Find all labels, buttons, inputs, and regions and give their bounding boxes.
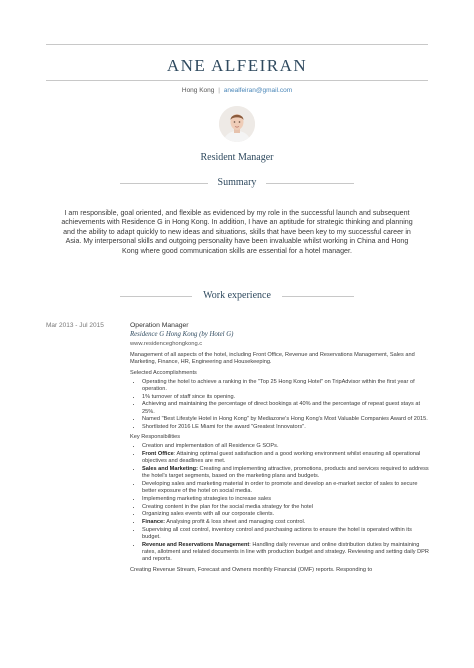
candidate-name: ANE ALFEIRAN — [166, 56, 308, 75]
experience-heading-label: Work experience — [203, 290, 271, 301]
list-item — [142, 466, 430, 480]
experience-rule-right — [282, 296, 354, 297]
summary-heading-label: Summary — [217, 177, 257, 188]
avatar — [219, 106, 255, 142]
list-item — [142, 511, 430, 518]
item-text: Creation and implementation of all Residence G SOPs. — [142, 443, 279, 450]
summary-heading — [0, 177, 474, 189]
list-item — [142, 527, 430, 541]
experience-heading — [0, 290, 474, 302]
list-item: • Named "Best Lifestyle Hotel in Hong Kong" by Mediazone's Hong Kong's Most Valuable Companies Award of 2015. — [142, 416, 430, 423]
list-item — [142, 443, 430, 450]
contact-line — [0, 87, 474, 94]
entry-trailing-text: Creating Revenue Stream, Forecast and Owners monthly Financial (OMF) reports. Responding to — [130, 567, 373, 574]
list-item: • Operating the hotel to achieve a ranking in the "Top 25 Hong Kong Hotel" on TripAdvisor within the first year of operation. — [142, 379, 430, 393]
item-text: Organizing sales events with all our corporate clients. — [142, 511, 275, 518]
entry-intro: Management of all aspects of the hotel, including Front Office, Revenue and Reservations Management, Sales and Marketing, Finance, HR, Engineering and Housekeeping. — [130, 352, 415, 366]
portrait-photo-icon — [219, 106, 255, 142]
location: Hong Kong — [181, 87, 215, 94]
item-text: : Handling daily revenue and online distribution duties by maintaining rates, allotment and related documents in line with production budget and strategy. Reviewing and setting daily DPR and reports. — [142, 541, 429, 562]
entry-url[interactable]: www.residenceghongkong.c — [130, 341, 203, 347]
entry-dates: Mar 2013 - Jul 2015 — [46, 322, 104, 329]
list-item — [142, 519, 430, 526]
accomplishments-title: Selected Accomplishments — [130, 369, 197, 376]
top-rule — [46, 44, 428, 45]
experience-entry — [130, 322, 430, 574]
item-text: Analysing profit & loss sheet and managing cost control. — [165, 518, 306, 525]
list-item — [142, 542, 430, 564]
email-link[interactable]: anealfeiran@gmail.com — [223, 87, 293, 94]
list-item: • 1% turnover of staff since its opening. — [142, 394, 430, 401]
item-lead: Finance: — [142, 518, 166, 525]
list-item — [142, 496, 430, 503]
summary-text: I am responsible, goal oriented, and flexible as evidenced by my role in the successful launch and subsequent achievements with Residence G in Hong Kong. In addition, I have an aptitude for strategic thinking and planning and the ability to adapt quickly to new ideas and situations, skills that have been key to my successful career in Asia. My interpersonal skills and outgoing personality have been invaluable whilst working in China and Hong Kong where good communication skills are essential for a hotel manager. — [61, 209, 413, 255]
item-lead: Sales and Marketing: — [142, 466, 198, 473]
list-item — [142, 504, 430, 511]
item-text: Creating content in the plan for the social media strategy for the hotel — [142, 503, 314, 510]
name-rule — [46, 80, 428, 81]
job-title: Resident Manager — [200, 152, 274, 163]
list-item — [142, 481, 430, 495]
item-lead: Revenue and Reservations Management — [142, 541, 250, 548]
list-item: • Shortlisted for 2016 LE Miami for the award "Greatest Innovators". — [142, 424, 430, 431]
responsibilities-list — [130, 443, 430, 563]
summary-rule-right — [266, 183, 354, 184]
accomplishments-list — [130, 379, 430, 431]
item-text: : Attaining optimal guest satisfaction and a good working environment whilst ensuring all operational objectives and deadlines are met. — [142, 451, 421, 465]
contact-separator: | — [218, 87, 220, 94]
item-text: Creating and implementing attractive, promotions, products and services required to address the hotel's target segments, based on the marketing plans and budgets. — [142, 466, 429, 480]
entry-company: Residence G Hong Kong (by Hotel G) — [130, 330, 234, 338]
item-lead: Front Office — [142, 451, 174, 458]
list-item — [142, 451, 430, 465]
item-text: Supervising all cost control, inventory control and purchasing actions to ensure the hotel is operated within its budget. — [142, 526, 412, 540]
item-text: Implementing marketing strategies to increase sales — [142, 495, 272, 502]
entry-role: Operation Manager — [130, 322, 189, 329]
item-text: Developing sales and marketing material in order to promote and develop an e-market sector of sales to secure better exposure of the hotel on social media. — [142, 480, 418, 495]
responsibilities-title: Key Responsibilities — [130, 434, 181, 441]
list-item: • Achieving and maintaining the percentage of direct bookings at 40% and the percentage of repeat guest stays at 25%. — [142, 401, 430, 415]
